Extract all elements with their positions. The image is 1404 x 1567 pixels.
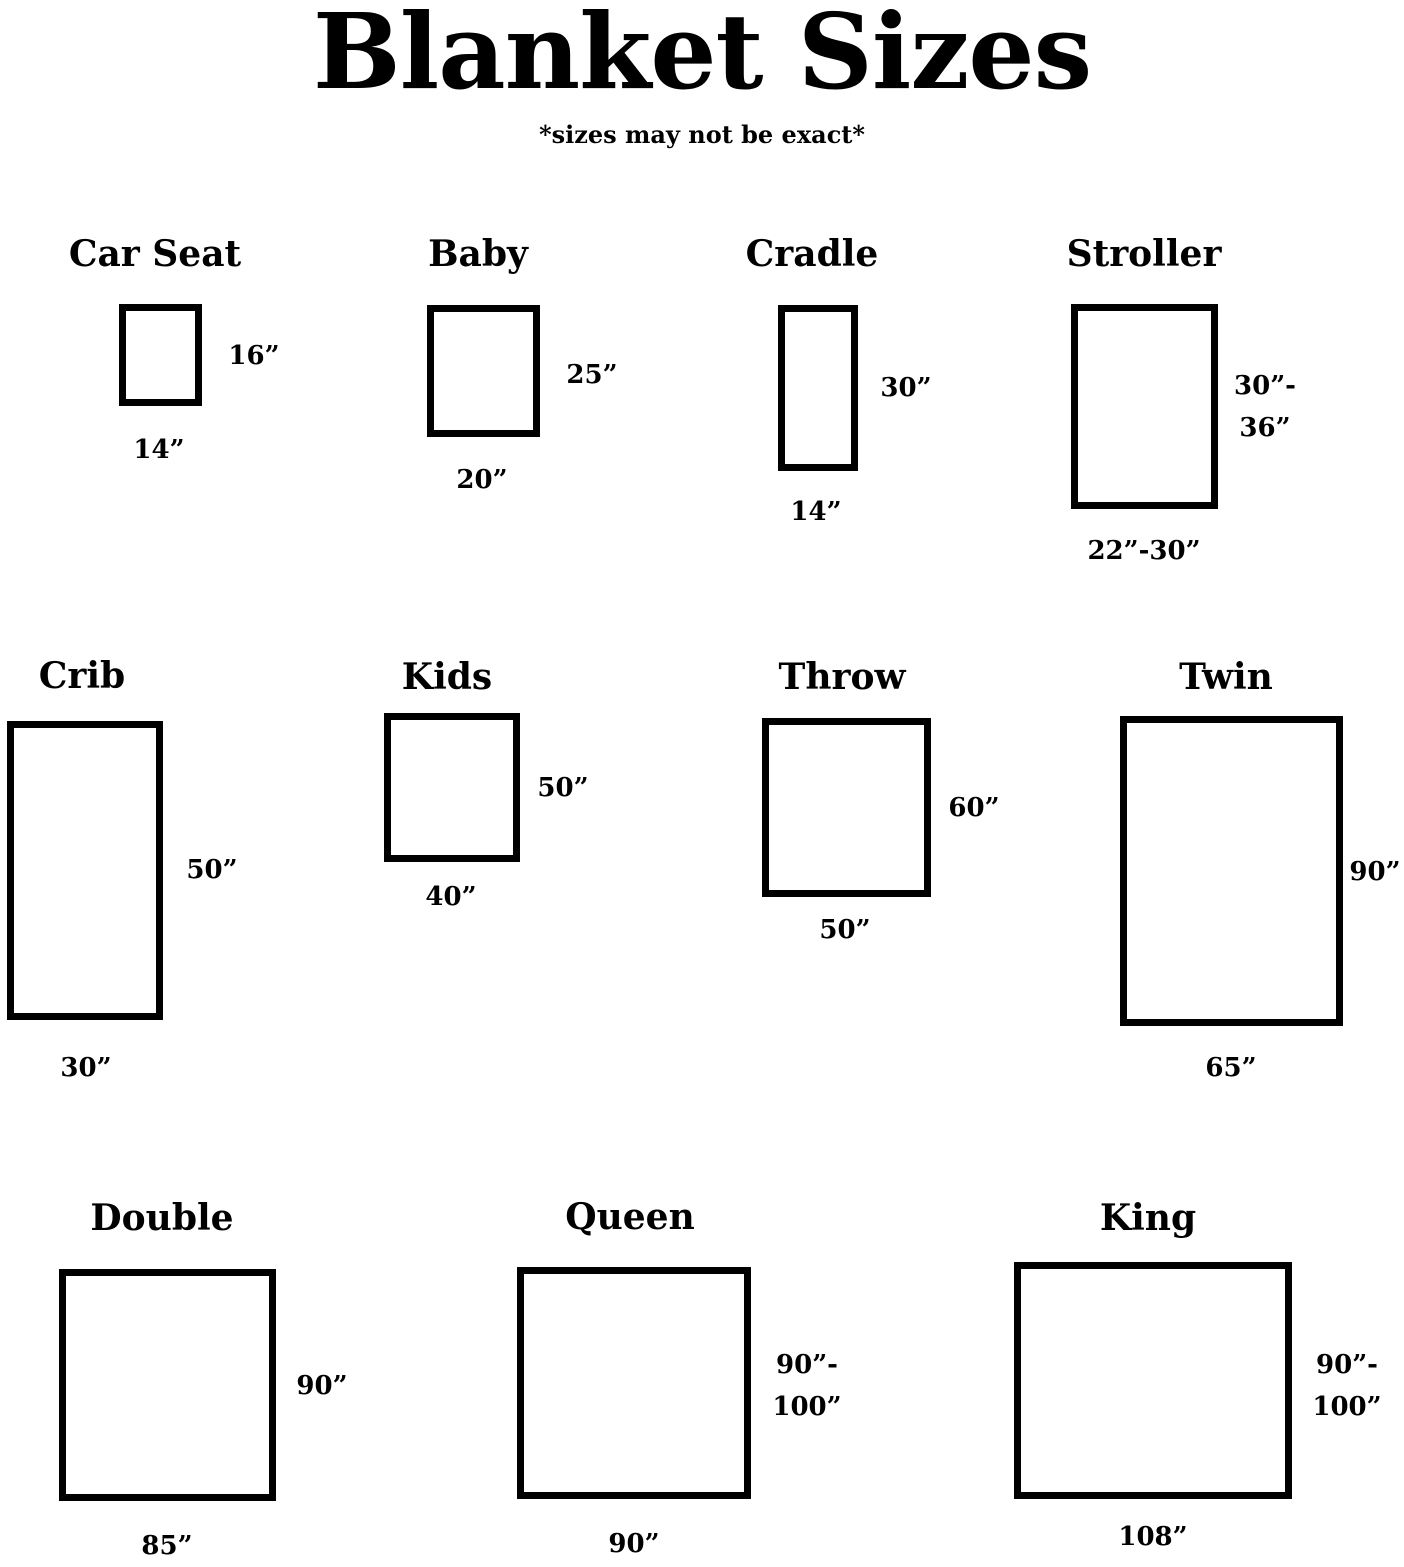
blanket-height-cradle: 30”	[880, 373, 932, 403]
blanket-height-throw: 60”	[948, 793, 1000, 823]
blanket-width-king: 108”	[1118, 1522, 1188, 1552]
blanket-shape-kids	[384, 713, 520, 862]
blanket-height-baby: 25”	[566, 360, 618, 390]
blanket-name-baby: Baby	[428, 233, 528, 275]
blanket-shape-baby	[427, 305, 540, 437]
blanket-width-double: 85”	[141, 1531, 193, 1561]
blanket-name-double: Double	[90, 1197, 234, 1239]
blanket-name-kids: Kids	[401, 656, 493, 698]
blanket-height-kids: 50”	[537, 773, 589, 803]
blanket-shape-stroller	[1071, 304, 1218, 509]
blanket-height-double: 90”	[296, 1371, 348, 1401]
blanket-height-crib: 50”	[186, 855, 238, 885]
blanket-shape-car-seat	[119, 304, 202, 406]
blanket-shape-double	[59, 1269, 276, 1501]
blanket-width-car-seat: 14”	[133, 435, 185, 465]
blanket-shape-throw	[762, 718, 931, 897]
blanket-width-queen: 90”	[608, 1529, 660, 1559]
blanket-name-stroller: Stroller	[1066, 233, 1222, 275]
blanket-shape-twin	[1120, 716, 1343, 1026]
blanket-width-stroller: 22”-30”	[1087, 536, 1201, 566]
blanket-shape-crib	[7, 721, 163, 1020]
blanket-width-twin: 65”	[1205, 1053, 1257, 1083]
blanket-name-king: King	[1099, 1197, 1197, 1239]
page-subtitle: *sizes may not be exact*	[539, 120, 865, 149]
blanket-height-stroller: 30”- 36”	[1234, 371, 1296, 443]
blanket-shape-queen	[517, 1267, 751, 1499]
blanket-width-crib: 30”	[60, 1053, 112, 1083]
page-title: Blanket Sizes	[312, 0, 1092, 113]
blanket-name-queen: Queen	[565, 1196, 695, 1238]
blanket-name-twin: Twin	[1179, 656, 1273, 698]
blanket-name-cradle: Cradle	[745, 233, 879, 275]
blanket-name-car-seat: Car Seat	[68, 233, 242, 275]
blanket-height-queen: 90”- 100”	[772, 1350, 842, 1422]
blanket-width-kids: 40”	[425, 882, 477, 912]
blanket-height-twin: 90”	[1349, 857, 1401, 887]
blanket-width-cradle: 14”	[790, 497, 842, 527]
blanket-width-throw: 50”	[819, 915, 871, 945]
blanket-height-king: 90”- 100”	[1312, 1350, 1382, 1422]
blanket-name-throw: Throw	[778, 656, 906, 698]
blanket-shape-cradle	[778, 305, 858, 471]
blanket-name-crib: Crib	[38, 655, 126, 697]
blanket-shape-king	[1014, 1262, 1292, 1499]
blanket-height-car-seat: 16”	[228, 341, 280, 371]
blanket-width-baby: 20”	[456, 465, 508, 495]
